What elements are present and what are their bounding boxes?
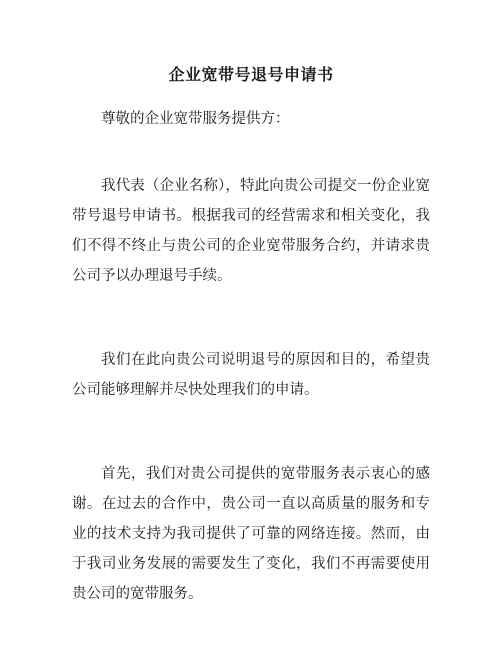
paragraph-3: 首先，我们对贵公司提供的宽带服务表示衷心的感谢。在过去的合作中，贵公司一直以高质量的服务和专业的技术支持为我司提供了可靠的网络连接。然而，由于我司业务发展的需要发生了变化，我们不再需要使用贵公司的宽带服务。 (72, 466, 430, 602)
salutation: 尊敬的企业宽带服务提供方： (101, 111, 290, 127)
paragraph-2: 我们在此向贵公司说明退号的原因和目的，希望贵公司能够理解并尽快处理我们的申请。 (72, 352, 430, 398)
paragraph-1: 我代表（企业名称），特此向贵公司提交一份企业宽带号退号申请书。根据我司的经营需求和相关变化，我们不得不终止与贵公司的企业宽带服务合约，并请求贵公司予以办理退号手续。 (72, 178, 430, 284)
document-title: 企业宽带号退号申请书 (168, 65, 334, 84)
